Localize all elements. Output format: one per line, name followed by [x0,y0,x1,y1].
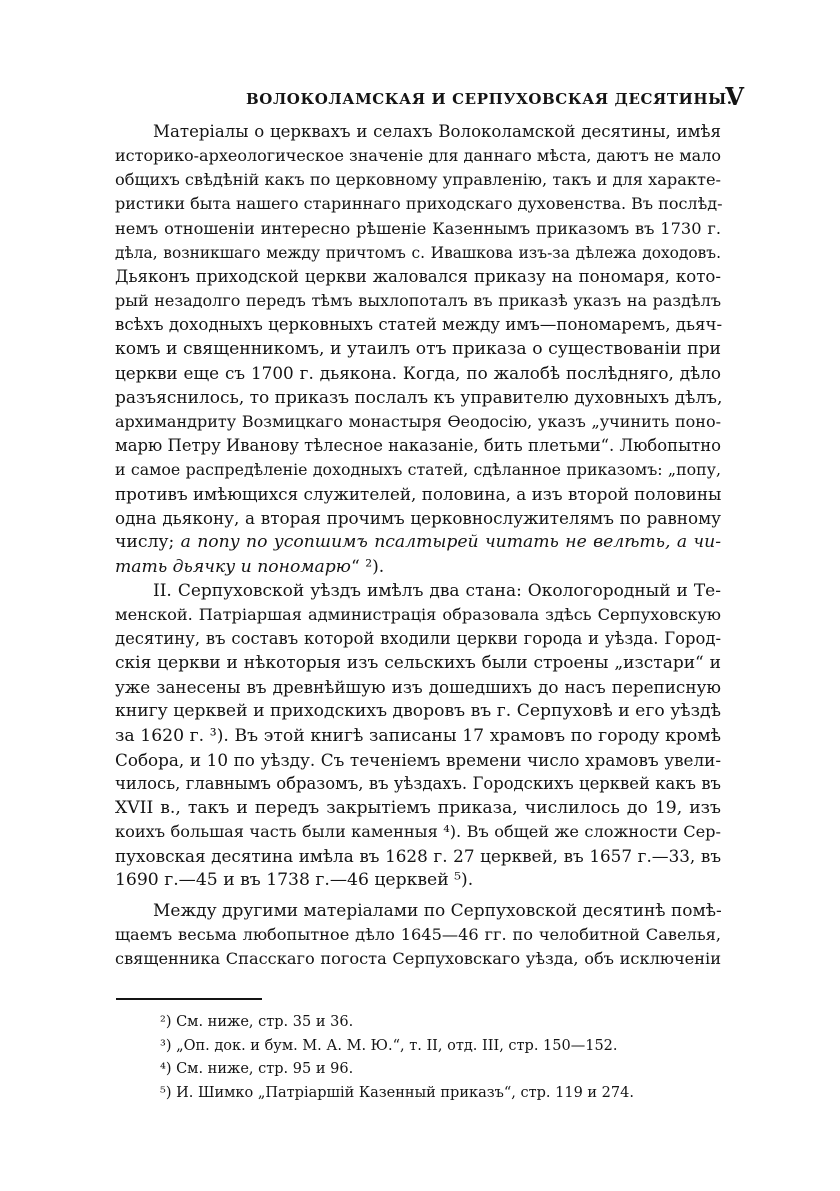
footnotes [160,1011,720,1105]
text-line: Собора, и 10 по уѣзду. Съ теченіемъ времени число храмовъ увели- [115,749,721,770]
text-line: уже занесены въ древнѣйшую изъ дошедшихъ до насъ переписную [115,677,721,698]
text-line: противъ имѣющихся служителей, половина, а изъ второй половины [115,484,722,505]
text-line: и самое распредѣленіе доходныхъ статей, сдѣланное приказомъ: „попу, [115,459,721,479]
text-line: священника Спасскаго погоста Серпуховскаго уѣзда, объ исключеніи [115,948,721,968]
text-line: Дьяконъ приходской церкви жаловался приказу на пономаря, кото- [115,266,721,286]
running-title: ВОЛОКОЛАМСКАЯ И СЕРПУХОВСКАЯ ДЕСЯТИНЫ. [246,90,733,108]
italic-quote: тать дьячку и пономарю [115,556,351,577]
text-segment: числу; [115,532,181,553]
text-line: Между другими матеріалами по Серпуховской десятинѣ помѣ- [153,900,722,921]
page-number: V [725,82,744,111]
text-line: за 1620 г. ³). Въ этой книгѣ записаны 17 храмовъ по городу кромѣ [115,725,721,746]
italic-quote: а попу по усопшимъ псалтырей читать не велѣть, а чи- [180,532,722,553]
text-line: архимандриту Возмицкаго монастыря Ѳеодосію, указъ „учинить поно- [115,411,721,431]
text-line: 1690 г.—45 и въ 1738 г.—46 церквей ⁵). [115,870,474,891]
text-line [115,530,721,554]
text-line: церкви еще съ 1700 г. дьякона. Когда, по жалобѣ послѣдняго, дѣло [115,363,721,384]
text-line: пуховская десятина имѣла въ 1628 г. 27 церквей, въ 1657 г.—33, въ [115,846,721,867]
footnote: ⁴) См. ниже, стр. 95 и 96. [160,1061,354,1077]
text-line: щаемъ весьма любопытное дѣло 1645—46 гг. по челобитной Савелья, [115,924,721,944]
text-line: рый незадолго передъ тѣмъ выхлопоталъ въ приказѣ указъ на раздѣлъ [115,290,721,310]
text-line: менской. Патріаршая администрація образовала здѣсь Серпуховскую [115,604,721,624]
text-line: книгу церквей и приходскихъ дворовъ въ г. Серпуховѣ и его уѣздѣ [115,701,721,722]
text-line: одна дьякону, а вторая прочимъ церковнослужителямъ по равному [115,508,721,529]
text-line: II. Серпуховской уѣздъ имѣлъ два стана: Окологородный и Те- [153,580,721,601]
text-line: коихъ большая часть были каменныя ⁴). Въ общей же сложности Сер- [115,822,721,842]
text-line: десятину, въ составъ которой входили церкви города и уѣзда. Город- [115,628,721,648]
text-line: ристики быта нашего стариннаго приходскаго духовенства. Въ послѣд- [115,194,723,214]
text-line: дѣла, возникшаго между причтомъ с. Ивашкова изъ-за дѣлежа доходовъ. [115,243,721,262]
text-line: комъ и священникомъ, и утаилъ отъ приказа о существованіи при [115,339,721,360]
text-line: чилось, главнымъ образомъ, въ уѣздахъ. Городскихъ церквей какъ въ [115,773,721,793]
text-line: всѣхъ доходныхъ церковныхъ статей между имъ—пономаремъ, дьяч- [115,315,723,335]
text-line: марю Петру Иванову тѣлесное наказаніе, бить плетьми“. Любопытно [115,435,721,455]
page-header [110,84,746,114]
text-line: скія церкви и нѣкоторыя изъ сельскихъ были строены „изстари“ и [115,653,721,674]
text-segment: “ ²). [350,556,385,577]
text-line: общихъ свѣдѣній какъ по церковному управленію, такъ и для характе- [115,170,721,190]
text-line: историко-археологическое значеніе для даннаго мѣста, даютъ не мало [115,146,721,166]
footnote: ²) См. ниже, стр. 35 и 36. [160,1014,354,1030]
text-line: Матеріалы о церквахъ и селахъ Волоколамской десятины, имѣя [153,122,721,141]
footnote: ³) „Оп. док. и бум. М. А. М. Ю.“, т. II, отд. III, стр. 150—152. [160,1037,618,1054]
footnote: ⁵) И. Шимко „Патріаршій Казенный приказъ“, стр. 119 и 274. [160,1084,634,1101]
body-text [115,120,721,971]
text-line: разъяснилось, то приказъ послалъ къ управителю духовныхъ дѣлъ, [115,387,723,408]
text-line: XVII в., такъ и передъ закрытіемъ приказа, числилось до 19, изъ [115,797,721,818]
footnote-divider [116,998,262,1000]
text-line: немъ отношеніи интересно рѣшеніе Казеннымъ приказомъ въ 1730 г. [115,218,721,238]
text-line [115,555,721,579]
